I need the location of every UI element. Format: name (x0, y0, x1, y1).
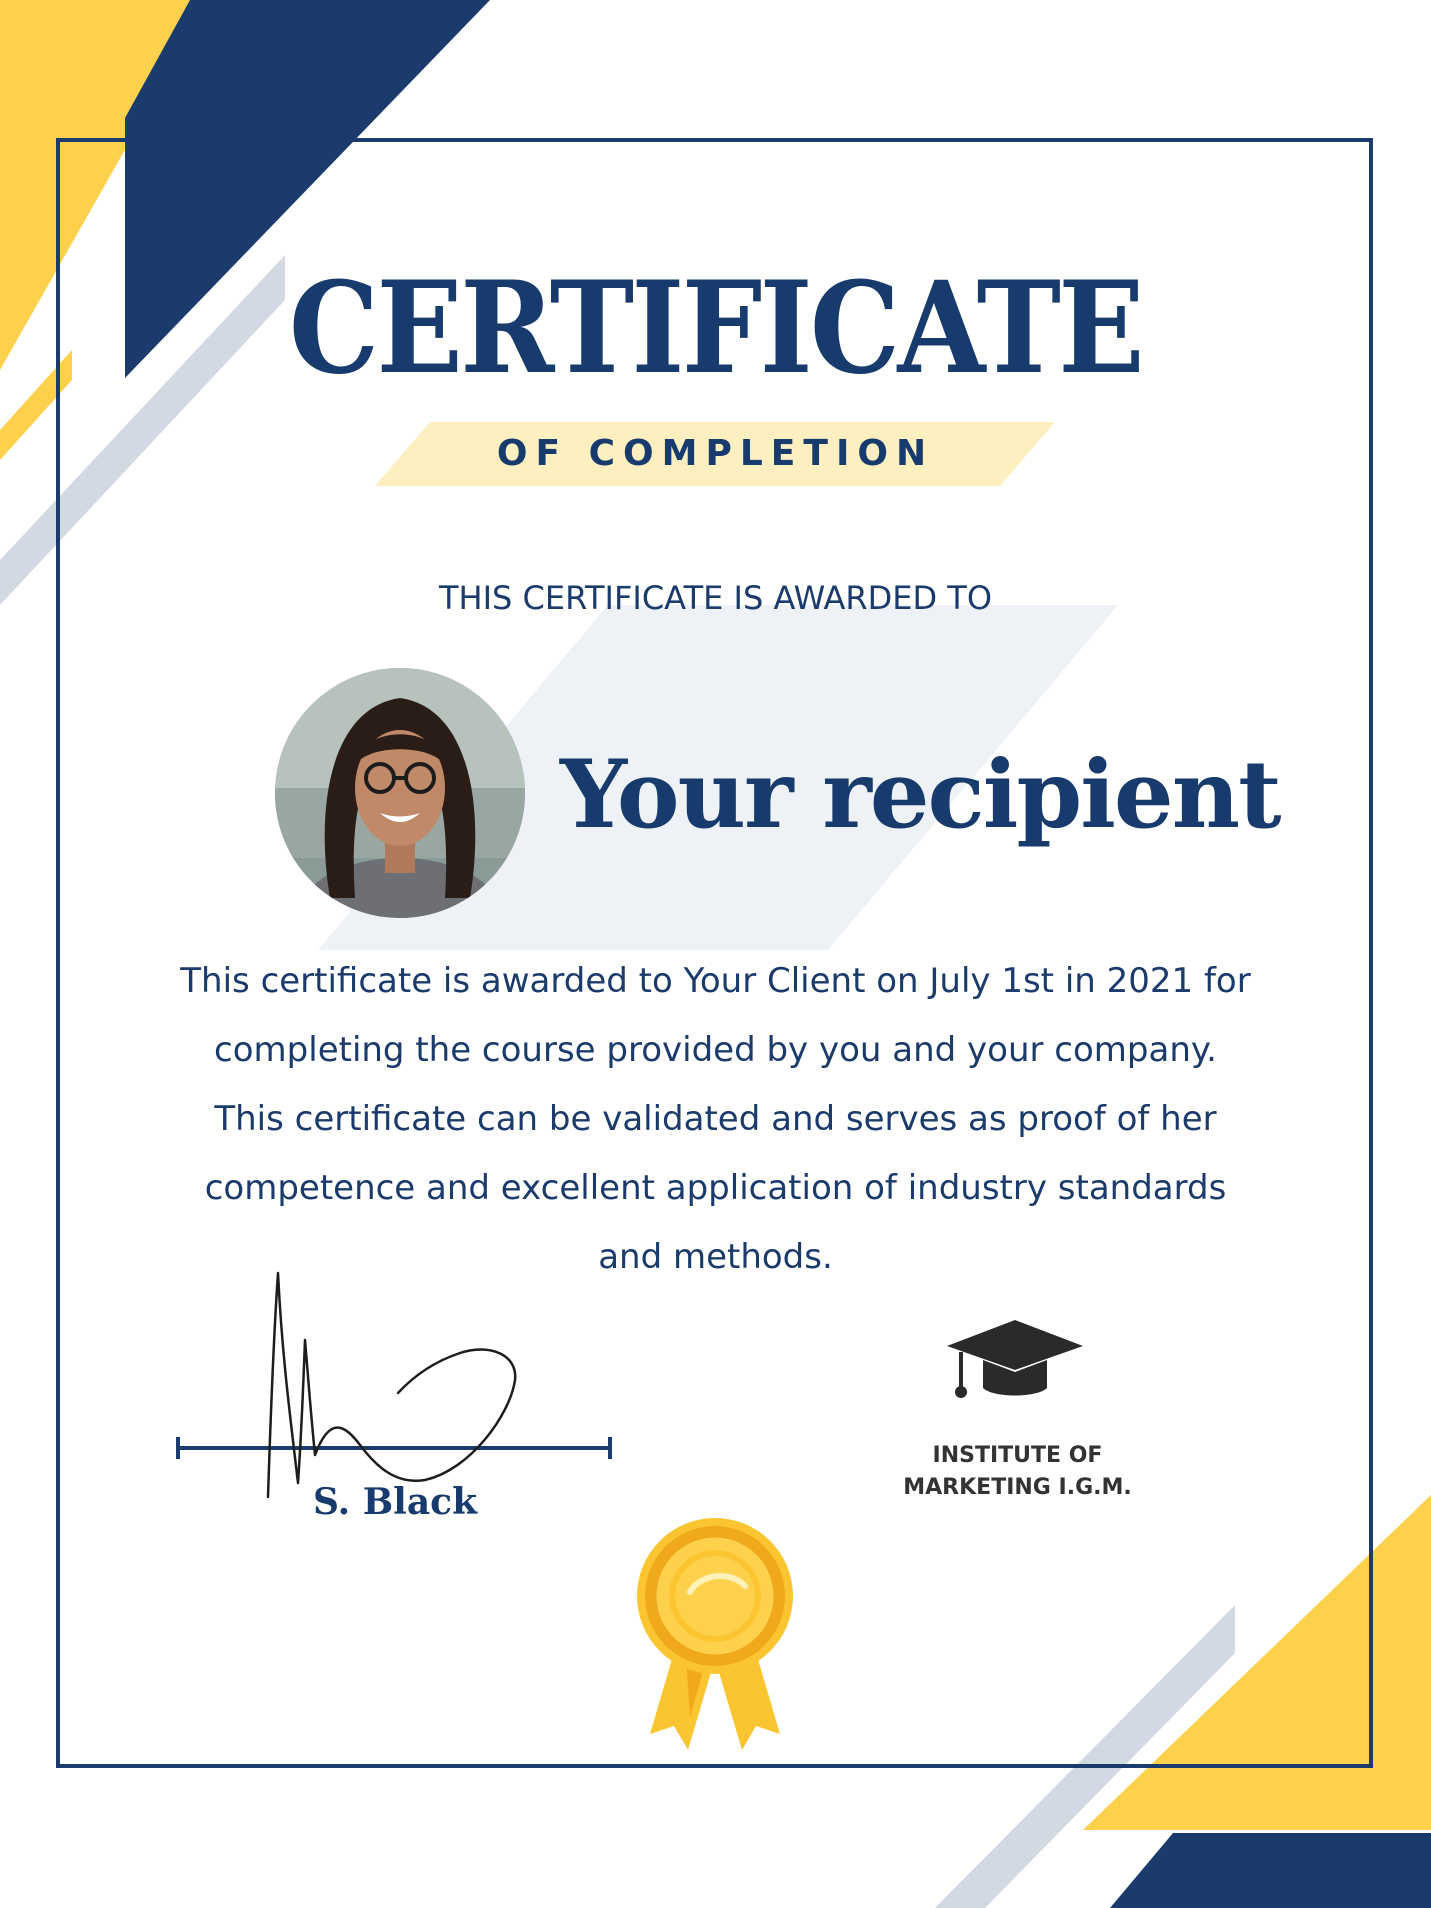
description-line: This certificate can be validated and serves as proof of her (214, 1099, 1217, 1139)
institute-name-line: MARKETING I.G.M. (903, 1475, 1132, 1500)
award-rosette-icon (630, 1512, 800, 1752)
institute-name (870, 1440, 1165, 1504)
description-line: This certificate is awarded to Your Client on July 1st in 2021 for (180, 961, 1251, 1001)
signer-name: S. Black (312, 1481, 478, 1523)
institute-name-line: INSTITUTE OF (932, 1443, 1103, 1468)
certificate-subtitle: OF COMPLETION (496, 433, 935, 474)
bottom-navy-shape (1110, 1833, 1431, 1908)
recipient-photo (275, 668, 525, 918)
description-line: completing the course provided by you and your company. (214, 1030, 1217, 1070)
graduation-cap-icon (945, 1318, 1085, 1418)
description-line: and methods. (598, 1237, 833, 1277)
certificate-title: CERTIFICATE (288, 254, 1142, 402)
recipient-name: Your recipient (560, 740, 1280, 850)
description-line: competence and excellent application of industry standards (204, 1168, 1227, 1208)
awarded-to-line: THIS CERTIFICATE IS AWARDED TO (439, 579, 992, 617)
certificate-description (100, 947, 1331, 1292)
